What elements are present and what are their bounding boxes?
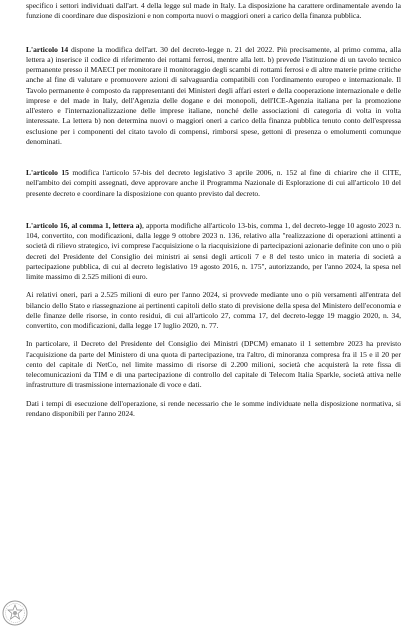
paragraph-intro-continuation	[26, 1, 401, 22]
paragraph-text: specifico i settori individuati dall'art. 4 della legge sul made in Italy. La disposizione ha carattere ordinamentale avendo la funzione di coordinare due disposizioni e non comporta nuovi o maggiori oneri a carico della finanza pubblica.	[26, 1, 401, 21]
document-page	[26, 0, 401, 419]
paragraph-text: Ai relativi oneri, pari a 2.525 milioni di euro per l'anno 2024, si provvede mediante uno o più versamenti all'entrata del bilancio dello Stato e riassegnazione ai pertinenti capitoli dello stato di previsione della spesa del Ministero dell'economia e delle finanze delle risorse, in conto residui, di cui all'articolo 27, comma 17, del decreto-legge 19 maggio 2020, n. 34, convertito, con modificazioni, dalla legge 17 luglio 2020, n. 77.	[26, 290, 401, 330]
paragraph-text: dispone la modifica dell'art. 30 del decreto-legge n. 21 del 2022. Più precisamente, al primo comma, alla lettera a) inserisce il codice di riferimento dei rottami ferrosi, mentre alla lett. b) prevede l'istituzione di un tavolo tecnico permanente presso il MAECI per monitorare il monitoraggio degli scambi di rottami ferrosi e di altre materie prime critiche anche al fine di valutare e promuovere azioni di salvaguardia compatibili con l'ordinamento europeo e internazionale. Il Tavolo permanente è composto da rappresentanti dei Ministeri degli affari esteri e della cooperazione internazionale e delle imprese e del made in Italy, dell'Agenzia delle dogane e dei monopoli, dell'ICE-Agenzia italiana per la promozione all'estero e l'internazionalizzazione delle imprese italiane, nonché delle associazioni di categoria di volta in volta interessate. La lettera b) non determina nuovi o maggiori oneri a carico della finanza pubblica tenuto conto dell'espressa esclusione per i componenti del citato tavolo di compensi, rimborsi spese, gettoni di presenza o emolumenti comunque denominati.	[26, 44, 402, 146]
paragraph-lead: L'articolo 14	[26, 44, 69, 54]
paragraph-text: Dati i tempi di esecuzione dell'operazione, si rende necessario che le somme individuate nella disposizione normativa, si rendano disponibili per l'anno 2024.	[26, 398, 401, 418]
paragraph-dpcm	[26, 339, 401, 390]
paragraph-articolo-15	[26, 168, 401, 199]
emblem-seal-icon	[2, 600, 28, 626]
paragraph-oneri	[26, 290, 401, 331]
paragraph-text: In particolare, il Decreto del Presidente del Consiglio dei Ministri (DPCM) emanato il 1 settembre 2023 ha previsto l'acquisizione da parte del Ministero di una quota di partecipazione, tra l'altro, di minoranza compresa fra il 15 e il 20 per cento del capitale di NetCo, nel limite massimo di risorse di 2.200 milioni, società che acquisterà la rete fissa di telecomunicazioni da TIM e di una partecipazione di controllo del capitale di Telecom Italia Sparkle, società attiva nelle infrastrutture di trasmissione internazionale di voce e dati.	[26, 339, 401, 390]
paragraph-lead: L'articolo 15	[26, 168, 69, 177]
paragraph-lead: L'articolo 16, al comma 1, lettera a)	[26, 220, 143, 230]
paragraph-tempi-esecuzione	[26, 399, 401, 420]
paragraph-articolo-16	[26, 221, 401, 283]
paragraph-text: , apporta modifiche all'articolo 13-bis, comma 1, del decreto-legge 10 agosto 2023 n. 104, convertito, con modificazioni, dalla legge 9 ottobre 2023 n. 136, relativo alla "realizzazione di operazioni attinenti a società di rilievo strategico, ivi comprese l'acquisizione o la riacquisizione di partecipazioni azionarie definite con uno o più decreti del Presidente del Consiglio dei ministri ai sensi degli articoli 7 e 8 del testo unico in materia di società a partecipazione pubblica, di cui al decreto legislativo 19 agosto 2016, n. 175", autorizzando, per l'anno 2024, la spesa nel limite massimo di 2.525 milioni di euro.	[26, 220, 402, 281]
paragraph-articolo-14	[26, 45, 401, 148]
paragraph-text: modifica l'articolo 57-bis del decreto legislativo 3 aprile 2006, n. 152 al fine di chiarire che il CITE, nell'ambito dei compiti assegnati, deve approvare anche il Programma Nazionale di Esplorazione di cui all'articolo 10 del presente decreto e coordinare la disposizione con quanto previsto dal decreto.	[26, 168, 401, 198]
